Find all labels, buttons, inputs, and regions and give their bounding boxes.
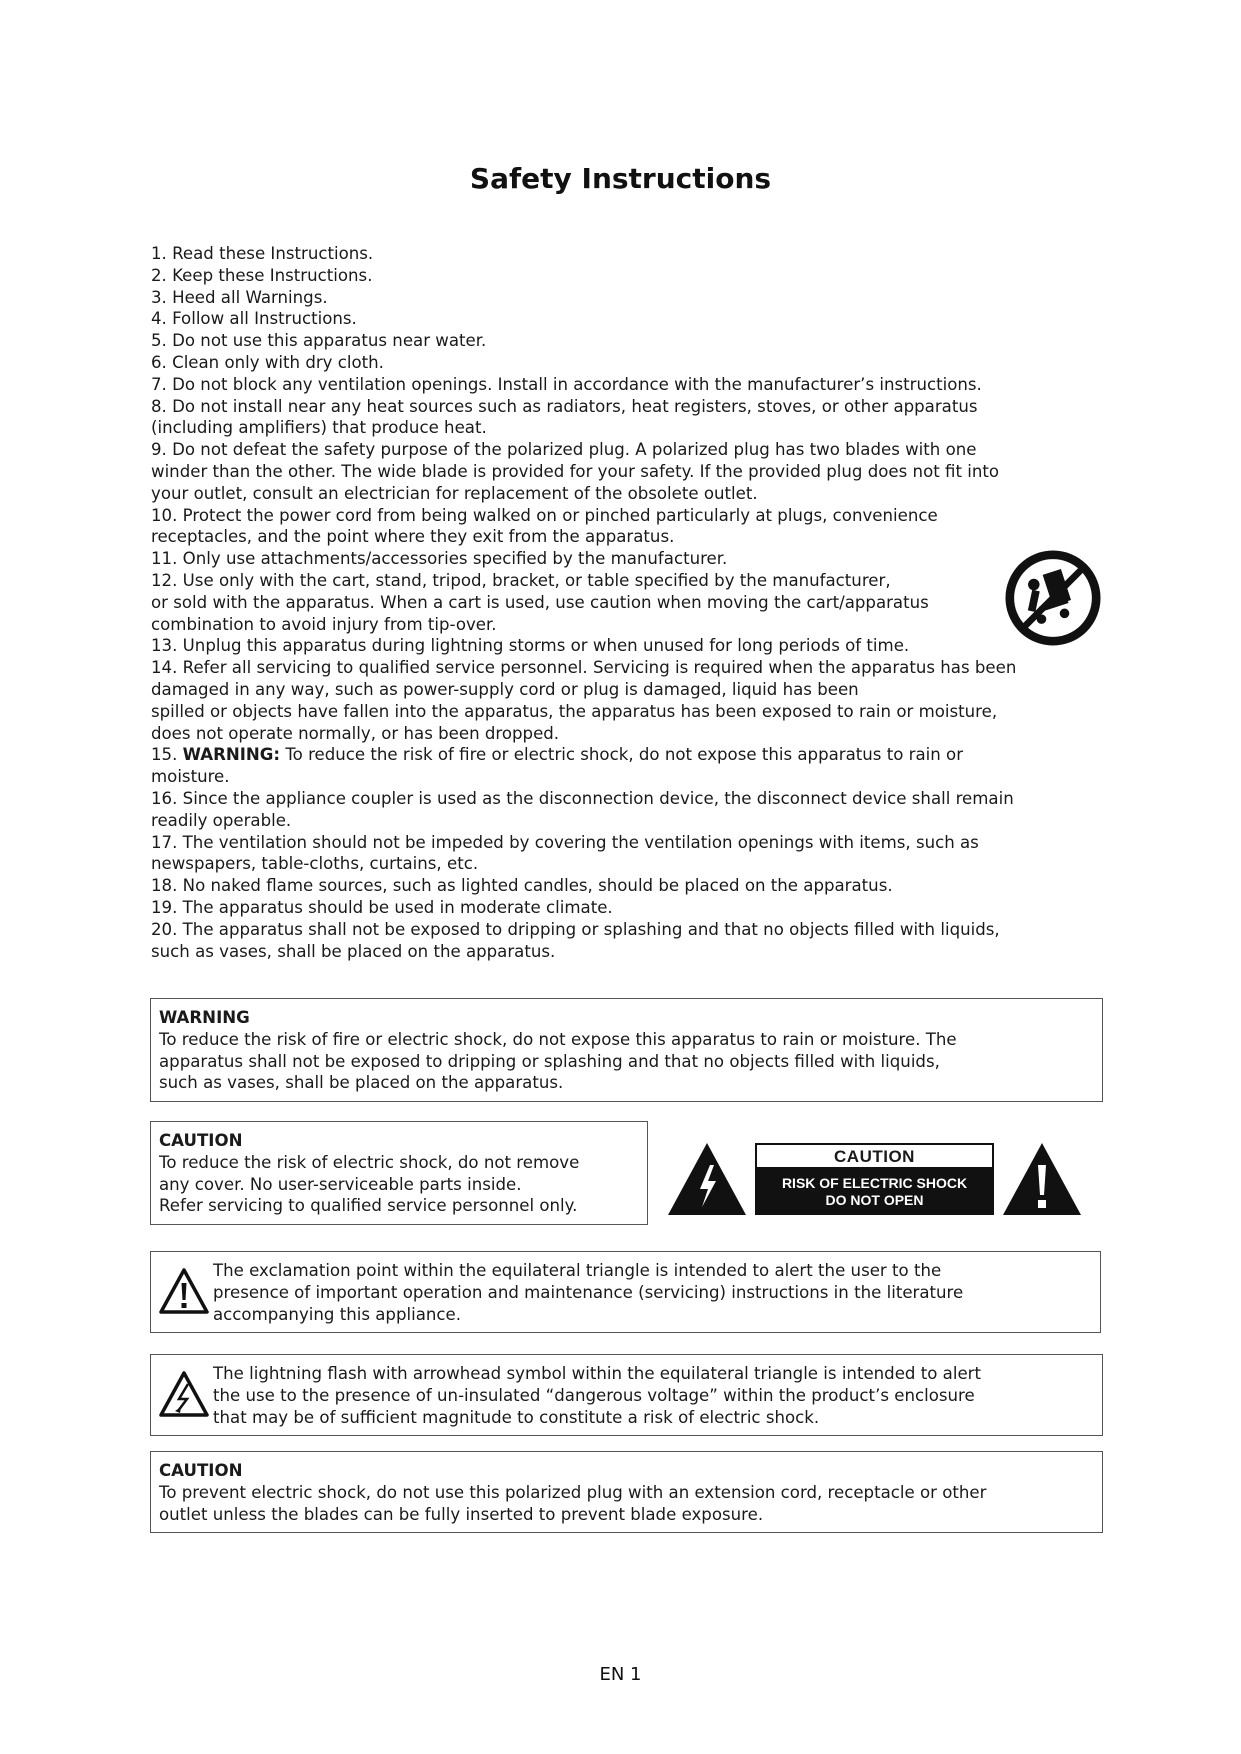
list-item: 5. Do not use this apparatus near water.	[151, 331, 487, 351]
list-item-continued: spilled or objects have fallen into the apparatus, the apparatus has been exposed to rain or moisture,	[151, 701, 998, 721]
caution-label	[755, 1143, 994, 1215]
list-item: 10. Protect the power cord from being walked on or pinched particularly at plugs, convenience	[151, 505, 938, 525]
list-item: 14. Refer all servicing to qualified service personnel. Servicing is required when the apparatus has been	[151, 658, 1017, 678]
list-item: 6. Clean only with dry cloth.	[151, 352, 384, 372]
caution-label-body	[755, 1169, 994, 1215]
list-item-continued: or sold with the apparatus. When a cart is used, use caution when moving the cart/apparatus	[151, 592, 929, 612]
box-text: accompanying this appliance.	[213, 1304, 462, 1324]
box-text: To prevent electric shock, do not use this polarized plug with an extension cord, receptacle or other	[159, 1482, 987, 1502]
instruction-list	[151, 243, 1091, 962]
list-item-continued: such as vases, shall be placed on the apparatus.	[151, 941, 556, 961]
list-item: 8. Do not install near any heat sources such as radiators, heat registers, stoves, or other apparatus	[151, 396, 978, 416]
list-item-continued: newspapers, table-cloths, curtains, etc.	[151, 854, 479, 874]
box-text: Refer servicing to qualified service personnel only.	[159, 1196, 578, 1216]
item-number: 15.	[151, 745, 183, 765]
warning-label: WARNING:	[182, 745, 281, 765]
box-text: the use to the presence of un-insulated “dangerous voltage” within the product’s enclosure	[213, 1385, 975, 1405]
list-item: 18. No naked flame sources, such as lighted candles, should be placed on the apparatus.	[151, 876, 893, 896]
caution-label-title: CAUTION	[755, 1143, 994, 1169]
lightning-triangle-icon	[159, 1370, 209, 1418]
box-text: such as vases, shall be placed on the apparatus.	[159, 1073, 564, 1093]
list-item: 1. Read these Instructions.	[151, 244, 374, 263]
page-number: EN 1	[599, 1664, 642, 1685]
list-item-continued: moisture.	[151, 767, 230, 787]
cart-tip-over-icon	[1005, 550, 1101, 646]
warning-box	[150, 998, 1103, 1102]
box-text: any cover. No user-serviceable parts inside.	[159, 1174, 522, 1194]
list-item-continued: your outlet, consult an electrician for replacement of the obsolete outlet.	[151, 483, 758, 503]
box-text: that may be of sufficient magnitude to constitute a risk of electric shock.	[213, 1407, 820, 1427]
lightning-triangle-icon	[666, 1141, 748, 1217]
list-item-continued: receptacles, and the point where they exit from the apparatus.	[151, 527, 675, 547]
caution-box	[150, 1121, 648, 1225]
lightning-info-box	[150, 1354, 1103, 1436]
list-item: 3. Heed all Warnings.	[151, 287, 328, 307]
box-text: To reduce the risk of electric shock, do not remove	[159, 1152, 580, 1172]
list-item-continued: does not operate normally, or has been dropped.	[151, 723, 560, 743]
list-item	[151, 744, 1091, 766]
list-item: 16. Since the appliance coupler is used as the disconnection device, the disconnect device shall remain	[151, 788, 1014, 808]
list-item: 2. Keep these Instructions.	[151, 265, 373, 285]
item-text: To reduce the risk of fire or electric shock, do not expose this apparatus to rain or	[280, 745, 964, 765]
list-item: 17. The ventilation should not be impeded by covering the ventilation openings with items, such as	[151, 832, 979, 852]
polarized-plug-caution-box	[150, 1451, 1103, 1533]
list-item: 11. Only use attachments/accessories specified by the manufacturer.	[151, 549, 728, 569]
list-item-continued: winder than the other. The wide blade is provided for your safety. If the provided plug does not fit into	[151, 461, 1000, 481]
list-item: 4. Follow all Instructions.	[151, 309, 357, 329]
exclamation-triangle-icon	[159, 1267, 209, 1315]
list-item: 7. Do not block any ventilation openings. Install in accordance with the manufacturer’s instructions.	[151, 374, 982, 394]
list-item: 20. The apparatus shall not be exposed to dripping or splashing and that no objects filled with liquids,	[151, 919, 1000, 939]
box-heading: CAUTION	[159, 1131, 243, 1150]
exclamation-triangle-icon	[1001, 1141, 1083, 1217]
caution-label-line: RISK OF ELECTRIC SHOCK	[781, 1175, 968, 1191]
list-item-continued: (including amplifiers) that produce heat.	[151, 418, 487, 438]
list-item-continued: damaged in any way, such as power-supply cord or plug is damaged, liquid has been	[151, 679, 859, 699]
list-item: 9. Do not defeat the safety purpose of the polarized plug. A polarized plug has two blades with one	[151, 440, 977, 460]
box-heading: WARNING	[159, 1008, 250, 1027]
box-heading: CAUTION	[159, 1461, 243, 1480]
box-text: The exclamation point within the equilateral triangle is intended to alert the user to the	[213, 1261, 942, 1280]
box-text: presence of important operation and maintenance (servicing) instructions in the literature	[213, 1282, 964, 1302]
list-item: 13. Unplug this apparatus during lightning storms or when unused for long periods of time.	[151, 636, 910, 656]
caution-label-area	[662, 1137, 1082, 1219]
box-text: apparatus shall not be exposed to dripping or splashing and that no objects filled with liquids,	[159, 1051, 940, 1071]
box-text: The lightning flash with arrowhead symbol within the equilateral triangle is intended to alert	[213, 1364, 981, 1383]
page-title: Safety Instructions	[469, 162, 772, 195]
box-text: To reduce the risk of fire or electric shock, do not expose this apparatus to rain or moisture. The	[159, 1029, 957, 1049]
list-item-continued: combination to avoid injury from tip-over.	[151, 614, 497, 634]
caution-label-line: DO NOT OPEN	[825, 1192, 924, 1208]
exclamation-info-box	[150, 1251, 1101, 1333]
list-item: 12. Use only with the cart, stand, tripod, bracket, or table specified by the manufacturer,	[151, 570, 891, 590]
list-item: 19. The apparatus should be used in moderate climate.	[151, 897, 613, 917]
box-text: outlet unless the blades can be fully inserted to prevent blade exposure.	[159, 1504, 764, 1524]
list-item-continued: readily operable.	[151, 810, 292, 830]
